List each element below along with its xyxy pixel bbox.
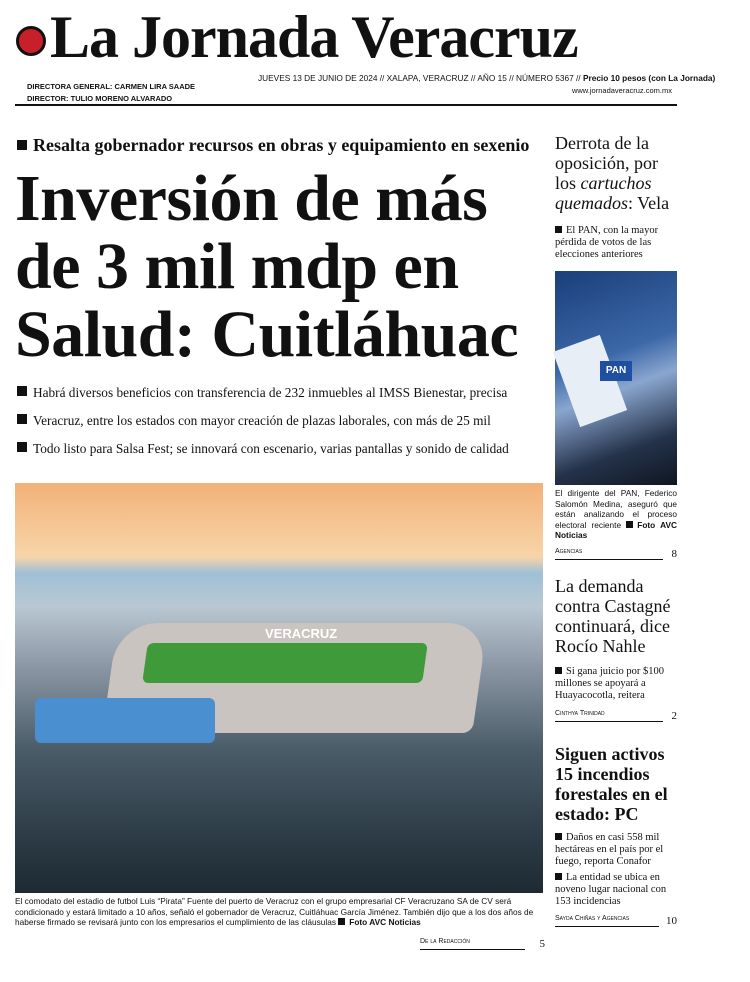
side-headline-2[interactable]: La demanda contra Castagné continuará, dice Rocío Nahle — [555, 575, 671, 656]
pan-logo: PAN — [600, 361, 632, 381]
bullet-square-icon — [555, 226, 562, 233]
bullet-square-icon — [626, 521, 633, 528]
lead-bullet — [17, 385, 507, 401]
bullet-text: Veracruz, entre los estados con mayor creación de plazas laborales, con más de 25 mil — [33, 413, 491, 428]
headline-part: : Vela — [628, 193, 670, 213]
bullet-square-icon — [17, 386, 27, 396]
header-rule — [15, 104, 677, 106]
byline: Cinthya Trinidad — [555, 708, 663, 722]
page-ref[interactable]: 10 — [666, 914, 677, 927]
lead-caption — [15, 896, 545, 928]
side-byline-row — [555, 708, 677, 722]
bullet-square-icon — [555, 873, 562, 880]
lead-kicker — [17, 135, 529, 156]
dateline — [258, 73, 715, 83]
kicker-text: Resalta gobernador recursos en obras y equipamiento en sexenio — [33, 135, 530, 155]
side-bullet — [555, 666, 677, 702]
headline-part: Derrota de la oposición, por los — [555, 133, 658, 193]
directora: DIRECTORA GENERAL: CARMEN LIRA SAADE — [27, 82, 196, 91]
date-text: JUEVES 13 DE JUNIO DE 2024 // XALAPA, VERACRUZ // AÑO 15 // NÚMERO 5367 // — [258, 73, 581, 83]
photo-credit: Foto AVC Noticias — [349, 917, 421, 928]
bullet-text: Daños en casi 558 mil hectáreas en el país por el fuego, reporta Conafor — [555, 831, 664, 867]
side-headline-3[interactable]: Siguen activos 15 incendios forestales en el estado: PC — [555, 743, 668, 824]
caption-text: El comodato del estadio de futbol Luis “Pirata” Fuente del puerto de Veracruz con el grupo empresarial CF Veracruzano SA de CV será condicionado y estará limitado a 10 años, señaló el gobernador de Veracruz, Cuitláhuac García Jiménez. También dijo que a los dos años de haberse firmado se revisará junto con los empresarios el cumplimiento de las cláusulas — [15, 896, 534, 928]
lead-bullet — [17, 413, 491, 429]
side-headline-1[interactable] — [555, 133, 677, 213]
bullet-square-icon — [338, 918, 345, 925]
side-caption — [555, 488, 677, 541]
flag-shape — [553, 335, 627, 427]
stadium-sign: VERACRUZ — [265, 626, 338, 641]
bullet-square-icon — [17, 414, 27, 424]
byline: Sayda Chiñas y Agencias — [555, 913, 659, 927]
lead-bullet — [17, 441, 509, 457]
pitch-shape — [142, 643, 428, 683]
caption-text: El dirigente del PAN, Federico Salomón Medina, aseguró que están analizando el proceso electoral reciente — [555, 488, 677, 530]
lead-byline-row — [420, 936, 545, 950]
side-byline-row — [555, 913, 677, 927]
bullet-text: Todo listo para Salsa Fest; se innovará con escenario, varias pantallas y sonido de calidad — [33, 441, 509, 456]
side-bullet — [555, 832, 677, 868]
director: DIRECTOR: TULIO MORENO ALVARADO — [27, 94, 173, 103]
page-ref[interactable]: 5 — [539, 938, 545, 950]
lead-headline[interactable]: Inversión de más de 3 mil mdp en Salud: Cuitláhuac — [15, 162, 519, 371]
right-column — [555, 133, 677, 927]
roof-shape — [35, 698, 215, 743]
side-bullet — [555, 872, 677, 908]
stadium-photo[interactable] — [15, 483, 543, 893]
logo-emblem-icon — [16, 26, 46, 56]
bullet-square-icon — [555, 833, 562, 840]
side-bullet — [555, 225, 677, 261]
page-ref[interactable]: 8 — [671, 547, 677, 560]
side-byline-row — [555, 546, 677, 560]
bullet-text: Habrá diversos beneficios con transferencia de 232 inmuebles al IMSS Bienestar, precisa — [33, 385, 508, 400]
bullet-square-icon — [17, 140, 27, 150]
bullet-square-icon — [555, 667, 562, 674]
masthead-logo: La Jornada Veracruz — [50, 4, 578, 70]
page-ref[interactable]: 2 — [671, 709, 677, 722]
price: Precio 10 pesos (con La Jornada) — [582, 73, 716, 83]
byline: De la Redacción — [420, 936, 525, 950]
pan-rally-photo[interactable] — [555, 271, 677, 485]
bullet-text: El PAN, con la mayor pérdida de votos de las elecciones anteriores — [555, 225, 659, 260]
photo-credit: Foto AVC Noticias — [555, 519, 677, 540]
byline: Agencias — [555, 546, 663, 560]
bullet-text: Si gana juicio por $100 millones se apoyará a Huayacocotla, reitera — [555, 665, 664, 701]
bullet-square-icon — [17, 442, 27, 452]
website-link[interactable]: www.jornadaveracruz.com.mx — [571, 86, 672, 95]
bullet-text: La entidad se ubica en noveno lugar nacional con 153 incidencias — [555, 871, 667, 907]
headline-italic: cartuchos quemados — [555, 173, 652, 213]
